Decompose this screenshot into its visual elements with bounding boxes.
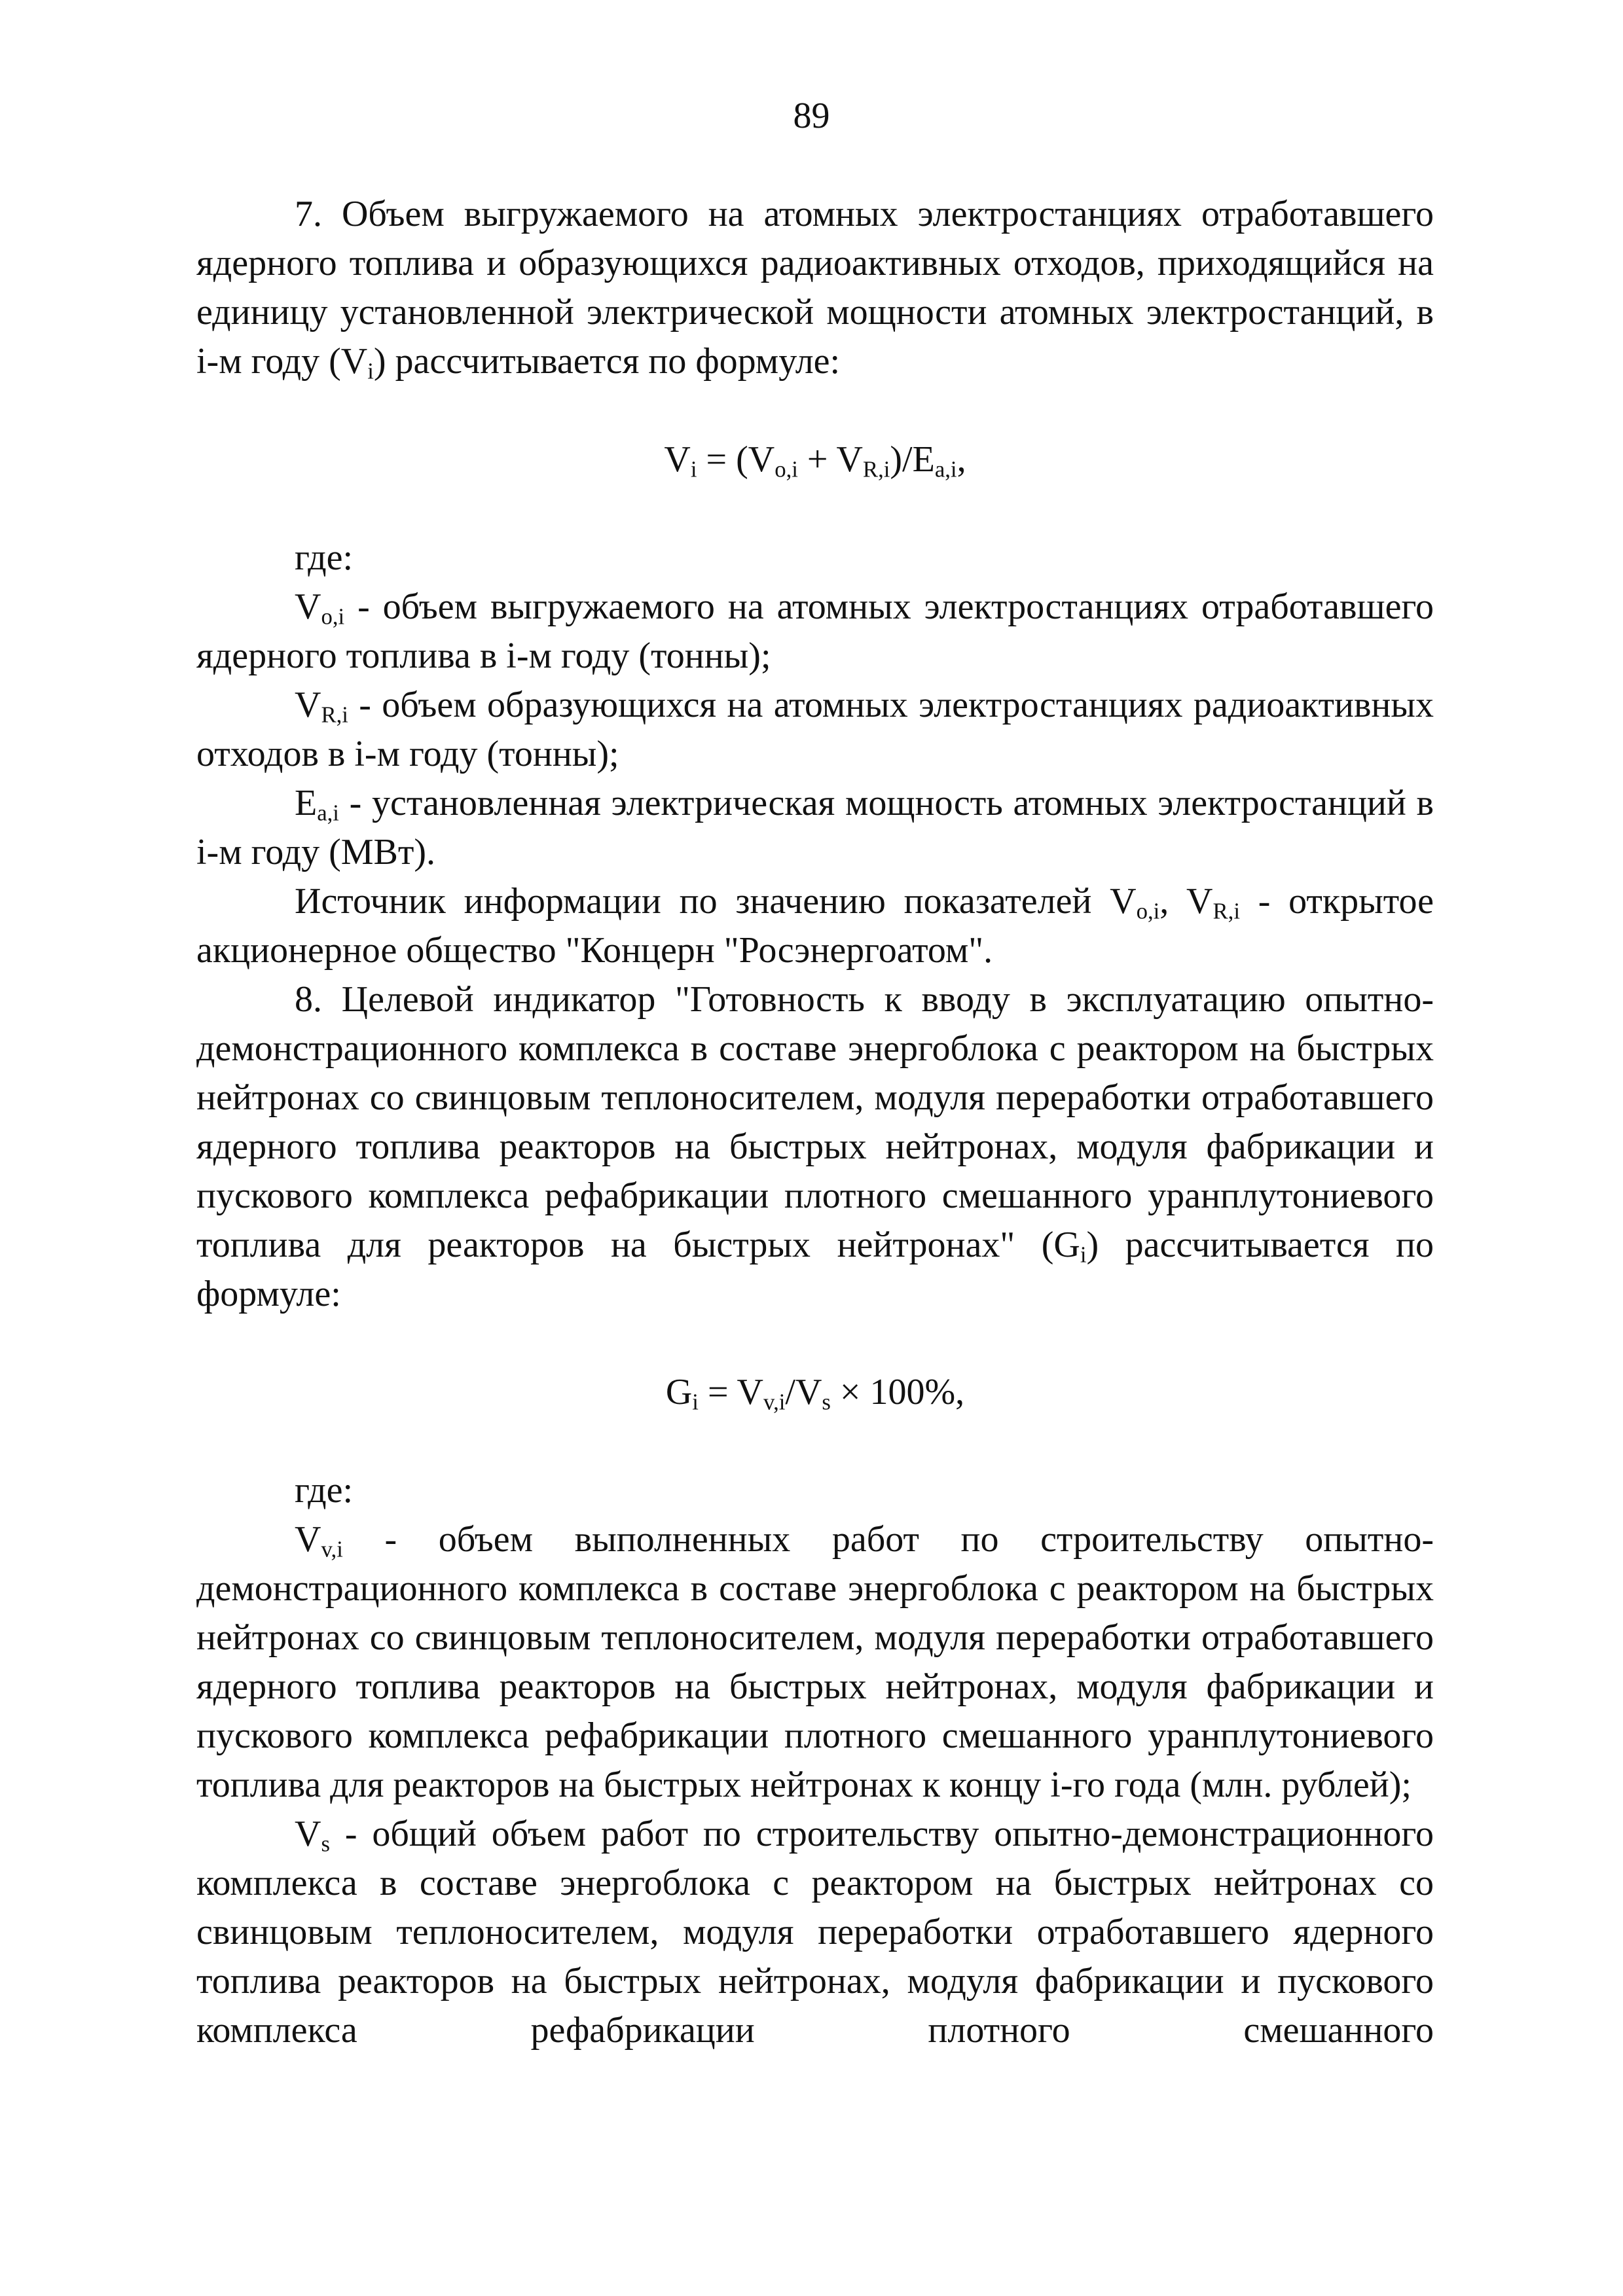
definition-vs: $V_s$ - общий объем работ по строительству опытно-демонстрационного комплекса в составе энергоблока с реактором на быстрых нейтронах со свинцовым теплоносителем, модуля переработки отработавшего ядерного топлива реакторов на быстрых нейтронах, модуля фабрикации и пускового комплекса рефабрикации плотного смешанного [196,1814,1434,2051]
definition-vvi: $V_{v,i}$ - объем выполненных работ по строительству опытно-демонстрационного комплекса в составе энергоблока с реактором на быстрых нейтронах со свинцовым теплоносителем, модуля переработки отработавшего ядерного топлива реакторов на быстрых нейтронах, модуля фабрикации и пускового комплекса рефабрикации плотного смешанного уранплутониевого топлива для реакторов на быстрых нейтронах к концу i-го года (млн. рублей); [196,1519,1434,1805]
definition-vri: $V_{R,i}$ - объем образующихся на атомных электростанциях радиоактивных отходов в i-м году (тонны); [196,685,1434,774]
formula-gi: $G_i = V_{v,i}/V_s \times 100\%$, [665,1372,965,1415]
formula-vi: $V_i = (V_{o,i} + V_{R,i})/E_{a,i}$, [664,439,966,482]
paragraph-item-8: 8. Целевой индикатор "Готовность к вводу в эксплуатацию опытно-демонстрационного комплекса в составе энергоблока с реактором на быстрых нейтронах со свинцовым теплоносителем, модуля переработки отработавшего ядерного топлива реакторов на быстрых нейтронах, модуля фабрикации и пускового комплекса рефабрикации плотного смешанного уранплутониевого топлива для реакторов на быстрых нейтронах" $(G_i)$ рассчитывается по формуле: [196,979,1434,1314]
where-label-2: где: [295,1470,354,1511]
source-paragraph: Источник информации по значению показателей $V_{o,i}$, $V_{R,i}$ - открытое акционерное общество "Концерн "Росэнергоатом". [196,881,1434,971]
document-body [196,190,1434,2055]
where-label: где: [295,537,354,578]
paragraph-item-7: 7. Объем выгружаемого на атомных электростанциях отработавшего ядерного топлива и образующихся радиоактивных отходов, приходящийся на единицу установленной электрической мощности атомных электростанций, в i-м году $(V_i)$ рассчитывается по формуле: [196,194,1434,384]
definition-eai: $E_{a,i}$ - установленная электрическая мощность атомных электростанций в i-м году (МВт). [196,783,1434,872]
page-number: 89 [793,96,830,136]
definition-voi: $V_{o,i}$ - объем выгружаемого на атомных электростанциях отработавшего ядерного топлива в i-м году (тонны); [196,586,1434,676]
